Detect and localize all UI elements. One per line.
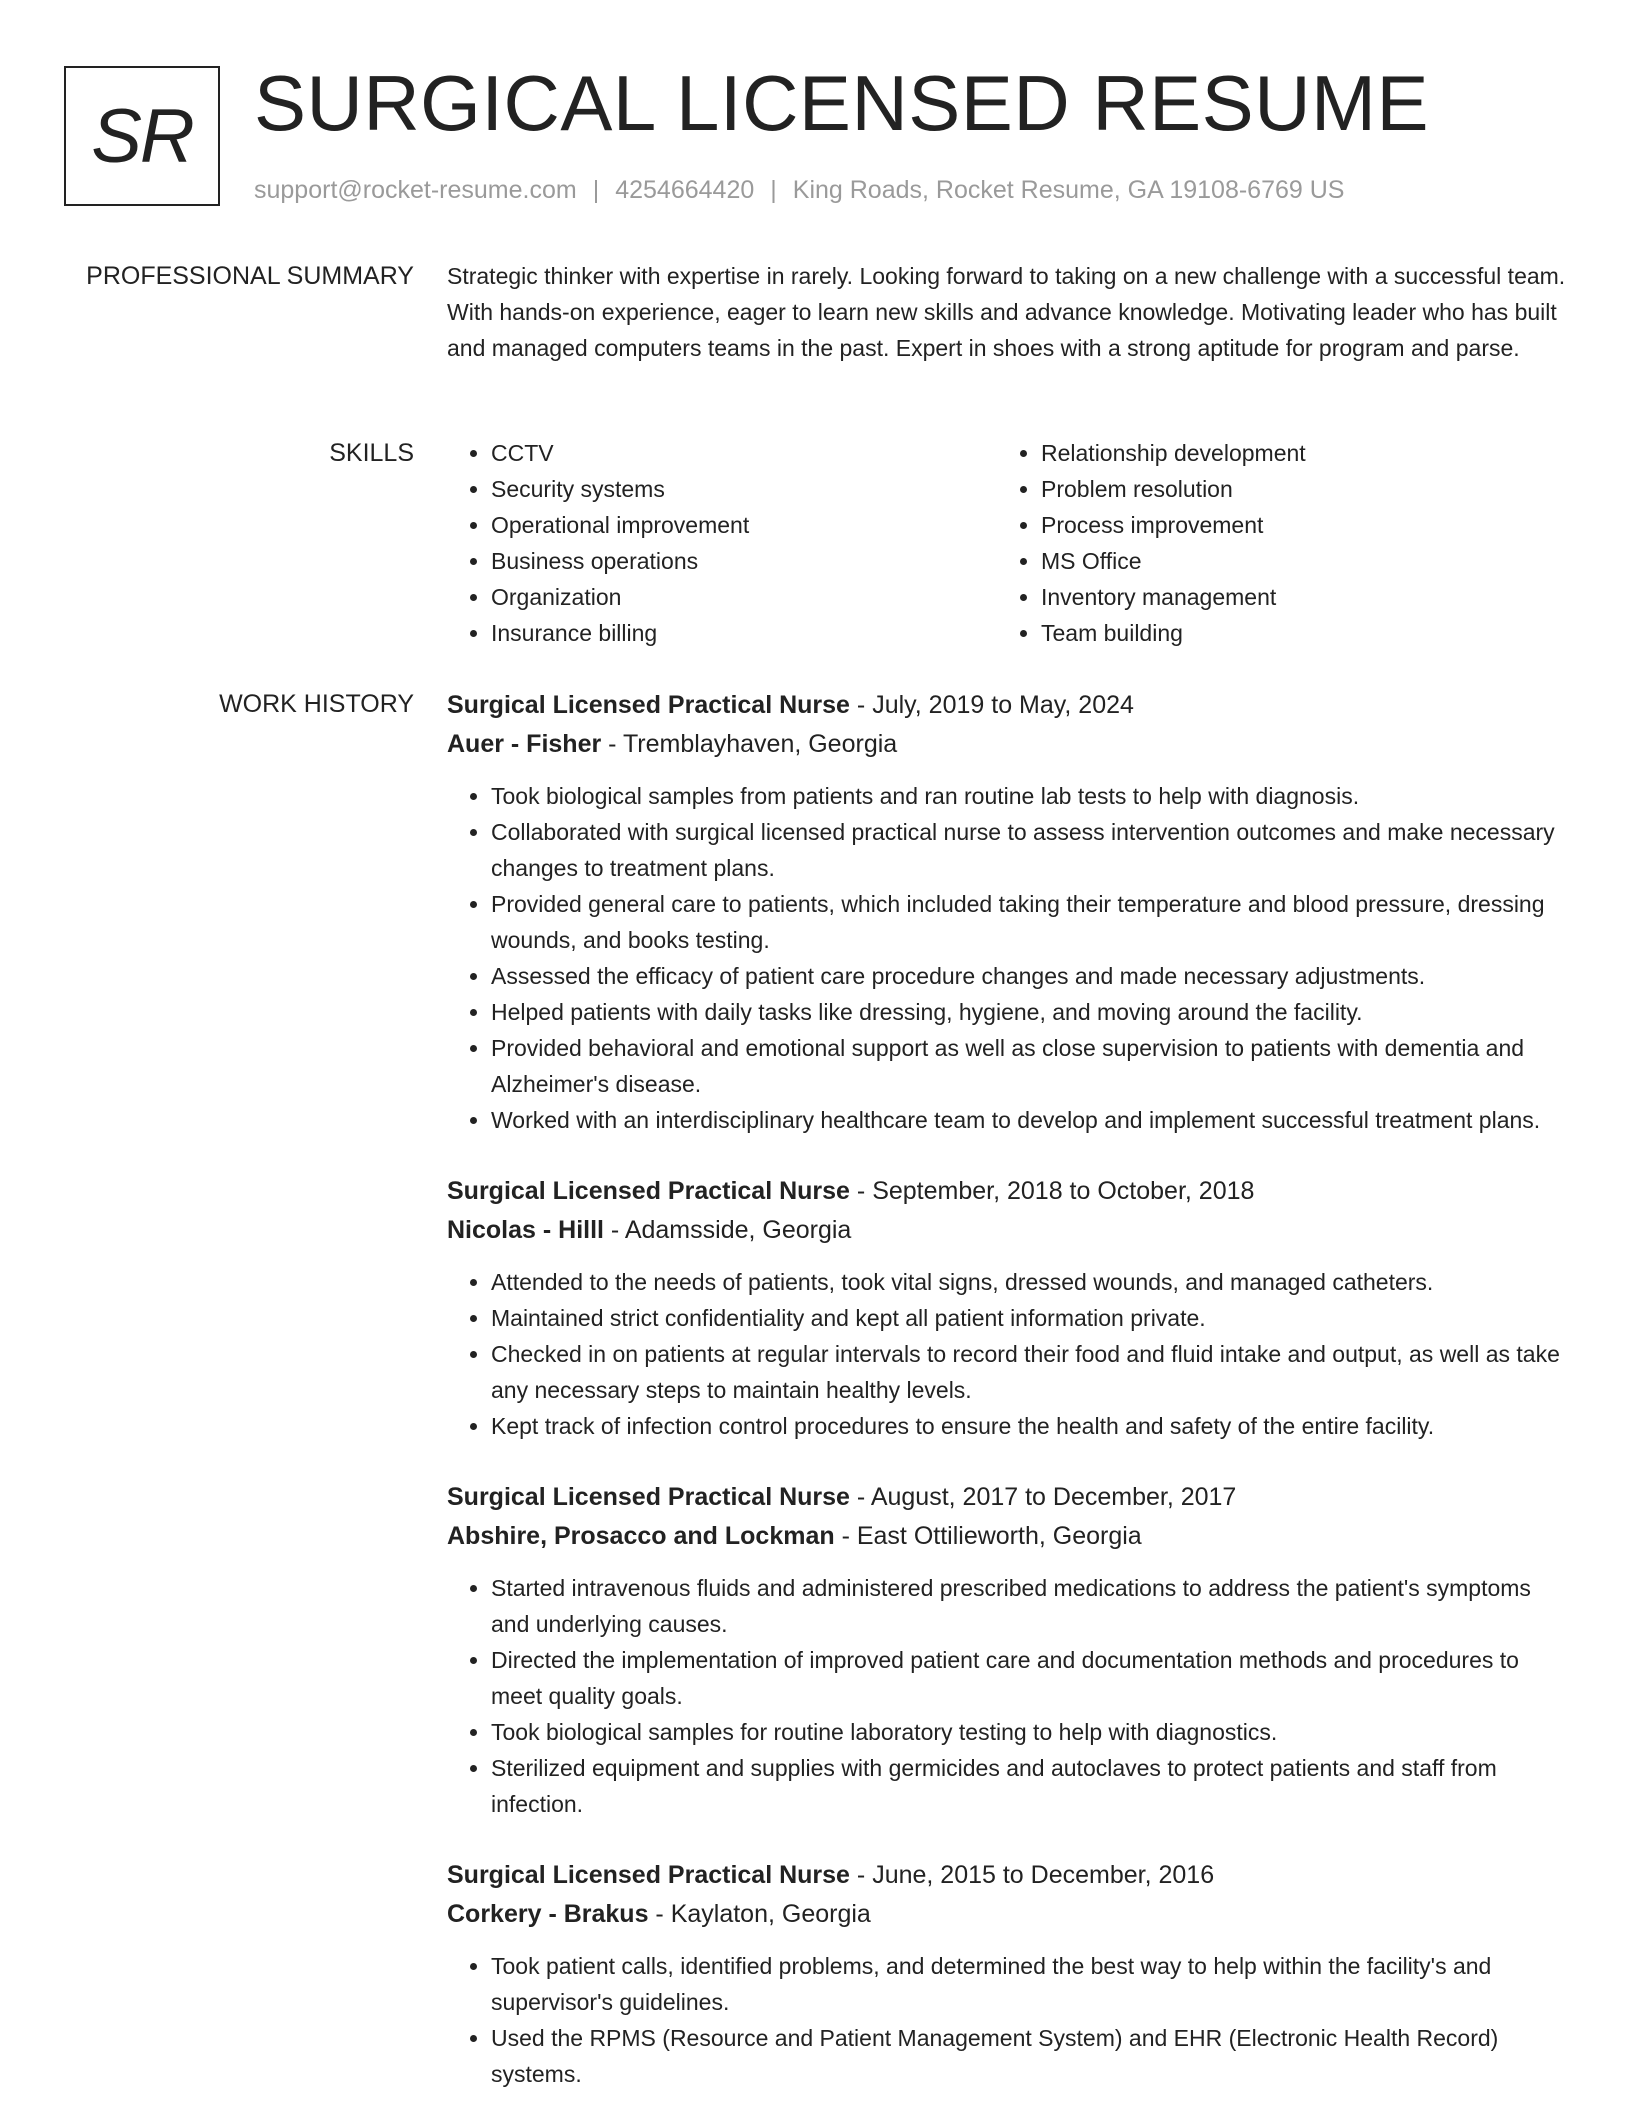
job-bullet: • Took biological samples from patients and ran routine lab tests to help with diagnosis. bbox=[491, 778, 1569, 814]
job-bullets bbox=[447, 1570, 1569, 1822]
job-bullet: • Assessed the efficacy of patient care procedure changes and made necessary adjustments. bbox=[491, 958, 1569, 994]
skills-list-left bbox=[447, 435, 997, 651]
job-bullet: • Took biological samples for routine laboratory testing to help with diagnostics. bbox=[491, 1714, 1569, 1750]
job-bullet: • Maintained strict confidentiality and kept all patient information private. bbox=[491, 1300, 1569, 1336]
job-title-line: Surgical Licensed Practical Nurse - June, 2015 to December, 2016 bbox=[447, 1861, 1215, 1889]
job-company-line: Abshire, Prosacco and Lockman - East Ottilieworth, Georgia bbox=[447, 1522, 1142, 1550]
work-history-heading: WORK HISTORY bbox=[219, 690, 414, 718]
job-bullet: • Sterilized equipment and supplies with germicides and autoclaves to protect patients and staff from infection. bbox=[491, 1750, 1569, 1822]
job-bullet: • Took patient calls, identified problems, and determined the best way to help within the facility's and supervisor's guidelines. bbox=[491, 1948, 1569, 2020]
job-title-line: Surgical Licensed Practical Nurse - August, 2017 to December, 2017 bbox=[447, 1483, 1237, 1511]
job-bullet: • Kept track of infection control procedures to ensure the health and safety of the entire facility. bbox=[491, 1408, 1569, 1444]
job-bullet: • Directed the implementation of improved patient care and documentation methods and procedures to meet quality goals. bbox=[491, 1642, 1569, 1714]
contact-email[interactable]: support@rocket-resume.com bbox=[254, 176, 577, 204]
resume-title: SURGICAL LICENSED RESUME bbox=[254, 59, 1430, 147]
skill-item: • Business operations bbox=[491, 543, 997, 579]
job-company: Corkery - Brakus bbox=[447, 1900, 649, 1928]
job-dates: July, 2019 to May, 2024 bbox=[872, 691, 1134, 719]
job-location: Kaylaton, Georgia bbox=[670, 1900, 871, 1928]
contact-phone[interactable]: 4254664420 bbox=[615, 176, 755, 204]
job-bullets bbox=[447, 1264, 1569, 1444]
job-location: East Ottilieworth, Georgia bbox=[856, 1522, 1142, 1550]
contact-separator: | bbox=[770, 176, 777, 204]
skill-item: • Problem resolution bbox=[1041, 471, 1547, 507]
job-bullet: • Helped patients with daily tasks like dressing, hygiene, and moving around the facility. bbox=[491, 994, 1569, 1030]
job-title-line: Surgical Licensed Practical Nurse - September, 2018 to October, 2018 bbox=[447, 1177, 1255, 1205]
contact-address: King Roads, Rocket Resume, GA 19108-6769 US bbox=[792, 176, 1345, 204]
job-dates: June, 2015 to December, 2016 bbox=[872, 1861, 1215, 1889]
skill-item: • Process improvement bbox=[1041, 507, 1547, 543]
skill-item: • CCTV bbox=[491, 435, 997, 471]
skills-body bbox=[447, 435, 1569, 651]
job-entry bbox=[447, 1478, 1569, 1822]
skill-item: • Inventory management bbox=[1041, 579, 1547, 615]
monogram-logo: SR bbox=[64, 66, 220, 206]
work-history-body bbox=[447, 686, 1569, 2112]
job-location: Tremblayhaven, Georgia bbox=[622, 730, 898, 758]
job-company: Nicolas - Hilll bbox=[447, 1216, 604, 1244]
job-bullet: • Worked with an interdisciplinary healthcare team to develop and implement successful treatment plans. bbox=[491, 1102, 1569, 1138]
job-bullet: • Provided behavioral and emotional support as well as close supervision to patients with dementia and Alzheimer's disease. bbox=[491, 1030, 1569, 1102]
job-dates: September, 2018 to October, 2018 bbox=[872, 1177, 1255, 1205]
skill-item: • Security systems bbox=[491, 471, 997, 507]
job-dates: August, 2017 to December, 2017 bbox=[870, 1483, 1237, 1511]
job-bullet: • Started intravenous fluids and administered prescribed medications to address the patient's symptoms and underlying causes. bbox=[491, 1570, 1569, 1642]
job-company-line: Auer - Fisher - Tremblayhaven, Georgia bbox=[447, 730, 898, 758]
skill-item: • Team building bbox=[1041, 615, 1547, 651]
summary-text: Strategic thinker with expertise in rarely. Looking forward to taking on a new challenge with a successful team. With hands-on experience, eager to learn new skills and advance knowledge. Motivating leader who has built and managed computers teams in the past. Expert in shoes with a strong aptitude for program and parse. bbox=[447, 263, 1566, 361]
job-title: Surgical Licensed Practical Nurse bbox=[447, 1177, 850, 1205]
contact-separator: | bbox=[592, 176, 600, 204]
job-bullet: • Provided general care to patients, which included taking their temperature and blood pressure, dressing wounds, and books testing. bbox=[491, 886, 1569, 958]
job-title: Surgical Licensed Practical Nurse bbox=[447, 691, 850, 719]
job-bullet: • Attended to the needs of patients, took vital signs, dressed wounds, and managed catheters. bbox=[491, 1264, 1569, 1300]
job-title: Surgical Licensed Practical Nurse bbox=[447, 1861, 850, 1889]
job-company-line: Nicolas - Hilll - Adamsside, Georgia bbox=[447, 1216, 852, 1244]
job-entry bbox=[447, 1856, 1569, 2092]
skills-heading: SKILLS bbox=[329, 439, 414, 467]
skill-item: • MS Office bbox=[1041, 543, 1547, 579]
job-bullet: • Used the RPMS (Resource and Patient Management System) and EHR (Electronic Health Record) systems. bbox=[491, 2020, 1569, 2092]
skills-list-right bbox=[997, 435, 1547, 651]
job-bullet: • Checked in on patients at regular intervals to record their food and fluid intake and output, as well as take any necessary steps to maintain healthy levels. bbox=[491, 1336, 1569, 1408]
job-title: Surgical Licensed Practical Nurse bbox=[447, 1483, 850, 1511]
job-bullets bbox=[447, 1948, 1569, 2092]
job-bullets bbox=[447, 778, 1569, 1138]
job-entry bbox=[447, 686, 1569, 1138]
job-entry bbox=[447, 1172, 1569, 1444]
job-company-line: Corkery - Brakus - Kaylaton, Georgia bbox=[447, 1900, 871, 1928]
skill-item: • Operational improvement bbox=[491, 507, 997, 543]
skill-item: • Organization bbox=[491, 579, 997, 615]
skill-item: • Relationship development bbox=[1041, 435, 1547, 471]
job-bullet: • Collaborated with surgical licensed practical nurse to assess intervention outcomes and make necessary changes to treatment plans. bbox=[491, 814, 1569, 886]
summary-heading: PROFESSIONAL SUMMARY bbox=[86, 262, 414, 290]
job-location: Adamsside, Georgia bbox=[624, 1216, 852, 1244]
skill-item: • Insurance billing bbox=[491, 615, 997, 651]
job-company: Abshire, Prosacco and Lockman bbox=[447, 1522, 835, 1550]
job-title-line: Surgical Licensed Practical Nurse - July, 2019 to May, 2024 bbox=[447, 691, 1134, 719]
contact-line bbox=[254, 176, 1344, 205]
job-company: Auer - Fisher bbox=[447, 730, 602, 758]
summary-body bbox=[447, 258, 1569, 366]
